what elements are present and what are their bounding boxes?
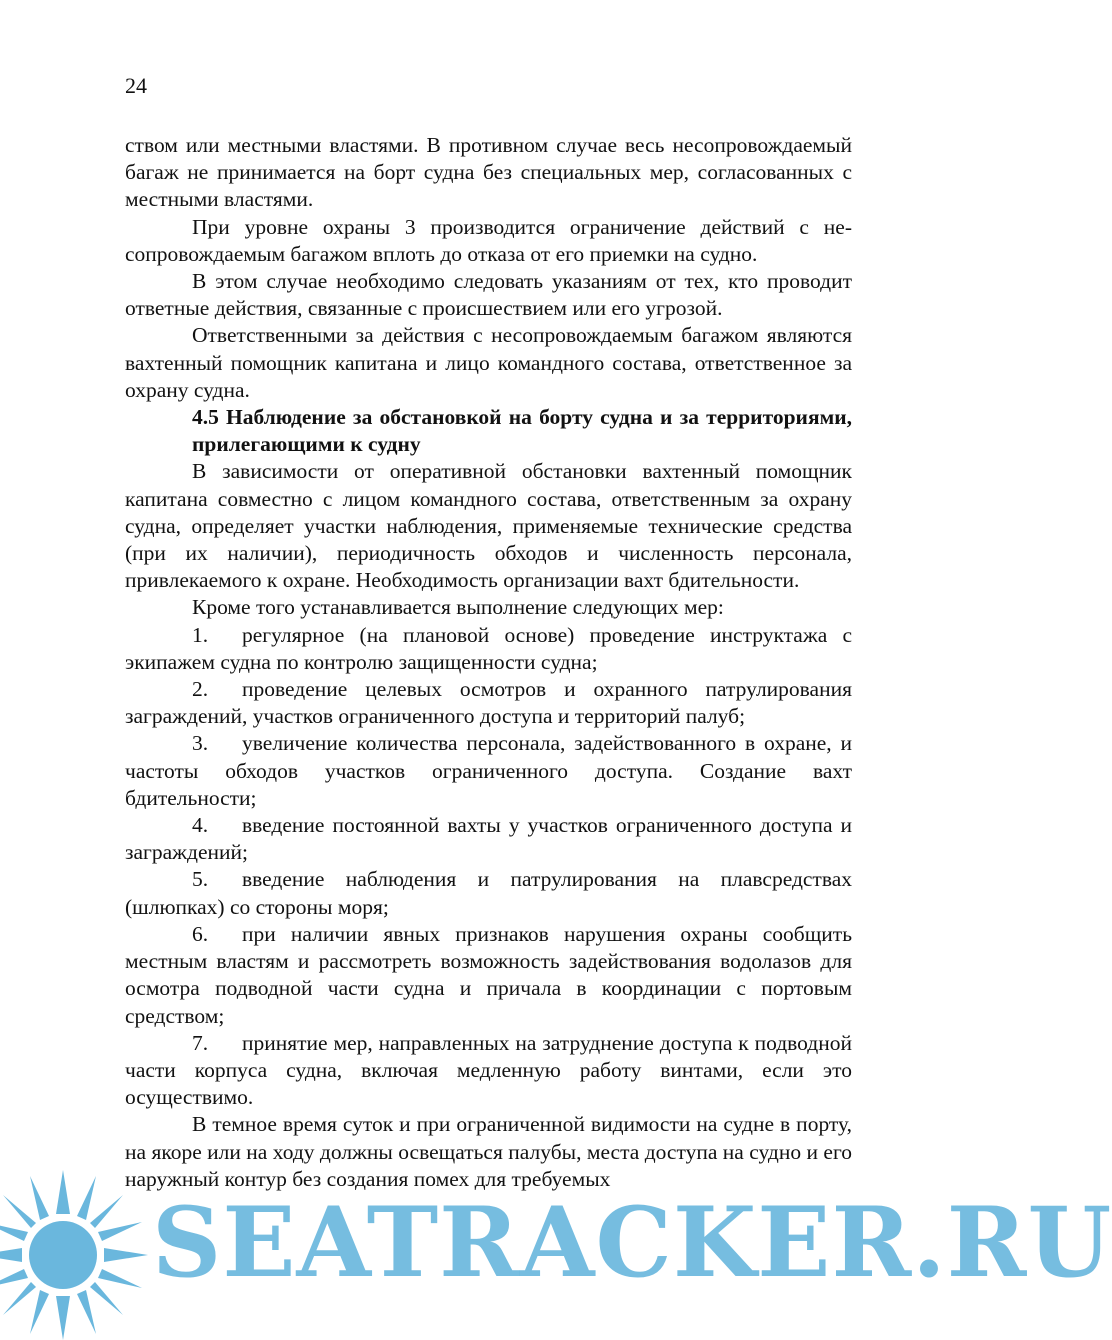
- list-item-number: 1.: [192, 622, 209, 647]
- list-item: [125, 622, 852, 676]
- list-item: [125, 866, 852, 920]
- list-item-text: введение наблюдения и патрулирования на плавсредствах (шлюпках) со стороны моря;: [125, 867, 852, 919]
- list-item: [125, 1030, 852, 1112]
- closing-paragraph: В темное время суток и при ограниченной видимости на судне в порту, на якоре или на ходу должны освещаться палубы, места доступа на судно и его наружный контур без создания помех для требуемых: [125, 1112, 852, 1191]
- sun-logo-icon: [0, 1170, 148, 1340]
- list-item-number: 6.: [192, 921, 209, 946]
- list-item-text: регулярное (на плановой основе) проведение инструктажа с экипажем судна по контролю защищенности судна;: [125, 622, 852, 674]
- list-item-number: 3.: [192, 731, 209, 756]
- paragraph-security-level-3: При уровне охраны 3 производится ограничение действий с несопровождаемым багажом вплоть до отказа от его приемки на судно.: [125, 214, 852, 266]
- page-number: 24: [125, 73, 147, 98]
- list-item-number: 2.: [192, 677, 209, 702]
- list-item-number: 5.: [192, 867, 209, 892]
- list-item-text: принятие мер, направленных на затруднение доступа к подводной части корпуса судна, включая медленную работу винтами, если это осуществимо.: [125, 1030, 852, 1110]
- list-item-number: 7.: [192, 1030, 209, 1055]
- body-text: [125, 132, 852, 1193]
- list-item-number: 4.: [192, 813, 209, 838]
- list-item-text: введение постоянной вахты у участков ограниченного доступа и заграждений;: [125, 813, 852, 865]
- list-item-text: проведение целевых осмотров и охранного патрулирования заграждений, участков ограниченного доступа и территорий палуб;: [125, 677, 852, 729]
- list-item-text: увеличение количества персонала, задействованного в охране, и частоты обходов участков ограниченного доступа. Создание вахт бдительности;: [125, 731, 852, 810]
- paragraph-follow-instructions: В этом случае необходимо следовать указаниям от тех, кто проводит ответные действия, связанные с происшествием или его угрозой.: [125, 269, 852, 321]
- list-item: [125, 676, 852, 730]
- list-item: [125, 921, 852, 1030]
- measures-lead: Кроме того устанавливается выполнение следующих мер:: [192, 595, 724, 620]
- list-item: [125, 730, 852, 812]
- list-item-text: при наличии явных признаков нарушения охраны сообщить местным властям и рассмотреть возможность задействования водолазов для осмотра подводной части судна и причала в координации с портовым средством;: [125, 921, 852, 1028]
- section-intro: В зависимости от оперативной обстановки вахтенный помощник капитана совместно с лицом командного состава, ответственным за охрану судна, определяет участки наблюдения, применяемые технические средства (при их наличии), периодичность обходов и численность персонала, привлекаемого к охране. Необходимость организации вахт бдительности.: [125, 459, 852, 593]
- watermark-text: SEATRACKER.RU: [152, 1186, 1112, 1299]
- paragraph-responsible-persons: Ответственными за действия с несопровождаемым багажом являются вахтенный помощник капитана и лицо командного состава, ответственное за охрану судна.: [125, 323, 852, 402]
- list-item: [125, 812, 852, 866]
- section-heading: 4.5 Наблюдение за обстановкой на борту судна и за территориями, прилегающими к судну: [192, 405, 852, 457]
- paragraph-continuation: ством или местными властями. В противном случае весь несопровождаемый багаж не принимается на борт судна без специальных мер, согласованных с местными властями.: [125, 133, 852, 212]
